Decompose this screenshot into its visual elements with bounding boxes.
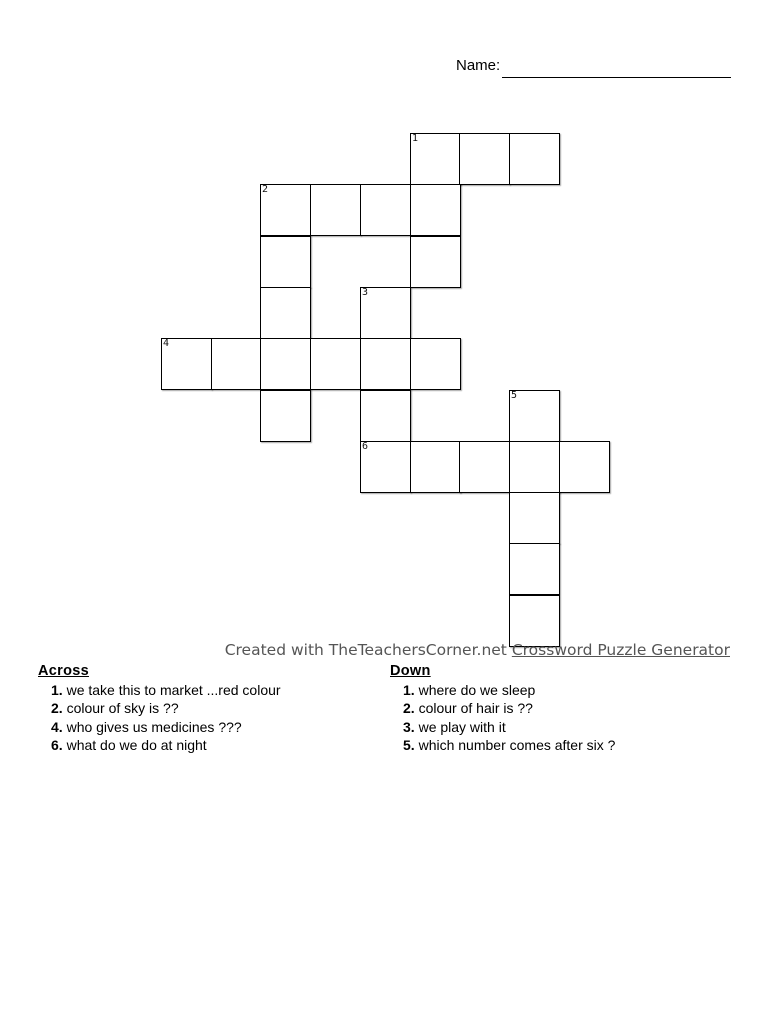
crossword-cell[interactable]: [509, 390, 560, 442]
crossword-cell[interactable]: [260, 390, 311, 442]
credit-line: [225, 641, 730, 659]
clue-text: who gives us medicines ???: [62, 718, 242, 735]
crossword-cell[interactable]: [360, 184, 411, 236]
crossword-cell[interactable]: [360, 338, 411, 390]
across-clues: [38, 662, 281, 755]
clue-text: colour of hair is ??: [414, 700, 533, 716]
crossword-cell[interactable]: [509, 595, 560, 647]
down-clue: [390, 736, 615, 755]
clue-number: 2.: [51, 700, 63, 716]
clue-number-label: 6: [362, 441, 369, 452]
clue-number: 2.: [403, 700, 415, 716]
crossword-cell[interactable]: [509, 441, 560, 493]
crossword-cell[interactable]: [310, 184, 361, 236]
clue-number: 5.: [403, 737, 415, 753]
crossword-cell[interactable]: [410, 184, 461, 236]
crossword-cell[interactable]: [310, 338, 361, 390]
generator-link[interactable]: Crossword Puzzle Generator: [511, 641, 730, 659]
crossword-cell[interactable]: [260, 338, 311, 390]
across-clue: [38, 681, 281, 700]
crossword-cell[interactable]: [559, 441, 610, 493]
crossword-cell[interactable]: [459, 133, 510, 185]
crossword-cell[interactable]: [509, 543, 560, 595]
clue-number-label: 2: [262, 184, 269, 195]
crossword-cell[interactable]: [459, 441, 510, 493]
crossword-cell[interactable]: [410, 441, 461, 493]
across-heading: Across: [38, 663, 89, 679]
crossword-cell[interactable]: [410, 236, 461, 288]
crossword-cell[interactable]: [509, 133, 560, 185]
name-label: Name:: [456, 57, 501, 74]
clue-text: we take this to market ...red colour: [62, 681, 281, 698]
crossword-cell[interactable]: [211, 338, 262, 390]
crossword-cell[interactable]: [260, 236, 311, 288]
across-clue: [38, 736, 281, 755]
crossword-cell[interactable]: [410, 338, 461, 390]
clue-text: what do we do at night: [62, 737, 207, 753]
crossword-cell[interactable]: [161, 338, 212, 390]
crossword-cell[interactable]: [360, 441, 411, 493]
clue-number: 6.: [51, 737, 63, 753]
across-clue: [38, 718, 281, 737]
clue-number: 1.: [51, 681, 63, 698]
clue-text: which number comes after six ?: [414, 737, 616, 753]
clue-number-label: 1: [412, 133, 419, 144]
down-clue: [390, 699, 615, 718]
clue-number-label: 5: [511, 390, 518, 401]
clue-number: 3.: [403, 718, 415, 735]
crossword-cell[interactable]: [260, 184, 311, 236]
clue-number: 4.: [51, 718, 63, 735]
clue-text: we play with it: [414, 718, 506, 735]
crossword-cell[interactable]: [509, 492, 560, 544]
crossword-cell[interactable]: [260, 287, 311, 339]
clue-text: where do we sleep: [414, 681, 536, 698]
clue-text: colour of sky is ??: [62, 700, 179, 716]
crossword-cell[interactable]: [360, 287, 411, 339]
crossword-cell[interactable]: [410, 133, 461, 185]
crossword-cell[interactable]: [360, 390, 411, 442]
clue-number-label: 3: [362, 287, 369, 298]
clue-number: 1.: [403, 681, 415, 698]
down-clue: [390, 718, 615, 737]
down-heading: Down: [390, 663, 431, 679]
across-clue: [38, 699, 281, 718]
clue-number-label: 4: [163, 338, 170, 349]
down-clues: [390, 662, 615, 755]
credit-prefix: Created with TheTeachersCorner.net: [224, 641, 512, 659]
down-clue: [390, 681, 615, 700]
